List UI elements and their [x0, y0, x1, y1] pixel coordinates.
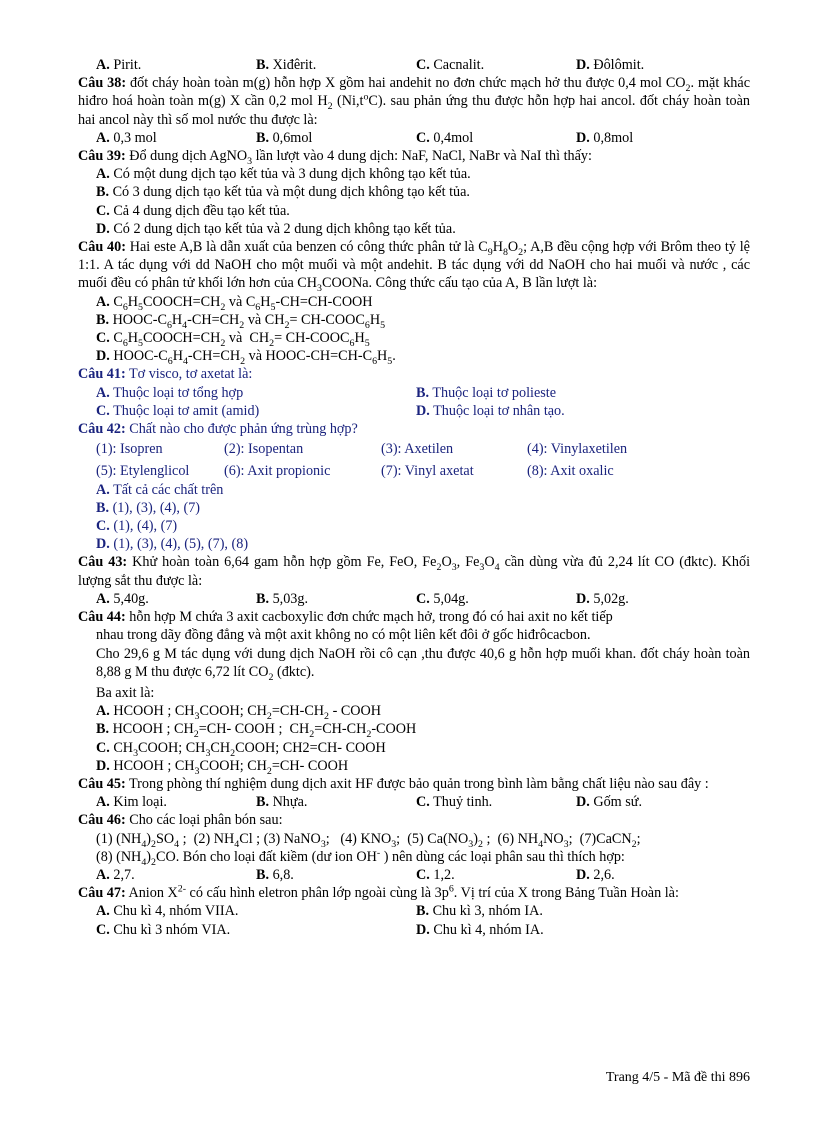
option-d: D. Có 2 dung dịch tạo kết tủa và 2 dung dịch không tạo kết tủa. — [96, 220, 456, 237]
option-d: D. 5,02g. — [576, 590, 629, 607]
item: (4): Vinylaxetilen — [527, 441, 628, 458]
options-row — [78, 384, 750, 402]
question-text: Câu 38: đốt cháy hoàn toàn m(g) hỗn hợp X gồm hai andehit no đơn chức mạch hở thu được 0,4 mol $CO_2$. mặt khác hiđro hoá hoàn toàn m(g) X cần 0,2 mol $H_2$ $(Ni,t^oC)$. sau phản ứng thu được hỗn hợp hai ancol. đốt cháy hoàn toàn hai ancol này thì số mol nước thu được là: — [78, 75, 750, 128]
option-b: B. HCOOH ; $CH_2=CH-$ COOH ; $CH_2=CH-CH_2$-COOH — [96, 721, 417, 741]
question-38 — [78, 74, 750, 147]
option-d: D. Thuộc loại tơ nhân tạo. — [416, 402, 565, 419]
items-row — [78, 462, 750, 480]
option-b: B. Thuộc loại tơ polieste — [416, 384, 557, 401]
option-c: C. 5,04g. — [416, 590, 469, 607]
question-text: Câu 45: Trong phòng thí nghiệm dung dịch axit HF được bảo quản trong bình làm bằng chất liệu nào sau đây : — [78, 775, 709, 792]
question-44 — [78, 608, 750, 775]
question-text-line: (8) $(NH_4)_2CO$. Bón cho loại đất kiềm (dư ion OH- ) nên dùng các loại phân sau thì thích hợp: — [96, 847, 625, 868]
option-d: D. 0,8mol — [576, 129, 634, 146]
option-a: A. 0,3 mol — [96, 129, 157, 146]
option-a: A. Có một dung dịch tạo kết tủa và 3 dung dịch không tạo kết tủa. — [96, 166, 471, 183]
option-d: D. Chu kì 4, nhóm IA. — [416, 921, 544, 938]
item: (7): Vinyl axetat — [381, 463, 474, 480]
option-d: D. HOOC-$C_6H_4-CH=CH_2$ và HOOC-$CH=CH-C_6H_5$. — [96, 348, 396, 368]
option-c: C. 1,2. — [416, 866, 455, 883]
question-text: Câu 39: Đổ dung dịch AgNO$_3$ lần lượt vào 4 dung dịch: NaF, NaCl, NaBr và NaI thì thấy: — [78, 148, 592, 167]
options-row — [78, 793, 750, 811]
option-b: B. 6,8. — [256, 866, 294, 883]
question-text: Câu 41: Tơ visco, tơ axetat là: — [78, 366, 253, 383]
options-row — [78, 866, 750, 884]
option-a: A. Thuộc loại tơ tổng hợp — [96, 384, 244, 401]
option-d: D. 2,6. — [576, 866, 615, 883]
options-row — [78, 902, 750, 920]
question-text: Câu 44: hỗn hợp M chứa 3 axit cacboxylic đơn chức mạch hở, trong đó có hai axit no kết tiếp — [78, 609, 613, 626]
option-a: A. HCOOH ; $CH_3COOH$; $CH_2=CH-CH_2$ - COOH — [96, 703, 382, 722]
question-text: Câu 40: Hai este A,B là dẫn xuất của benzen có công thức phân tử là $C_9H_8O_2$; A,B đều cộng hợp với Brôm theo tỷ lệ 1:1. A tác dụng với dd NaOH cho một muối và một andehit. B tác dụng với dd NaOH cho hai muối và nước , các muối đều có phân tử khối lớn hơn của $CH_3COONa$. Công thức cấu tạo của A, B lần lượt là: — [78, 239, 750, 295]
option-a: A. Pirit. — [96, 57, 142, 73]
question-47 — [78, 884, 750, 939]
item: (2): Isopentan — [224, 441, 304, 458]
option-c: C. $C_6H_5COOCH=CH_2$ và $CH_2=$ $CH-COOC_6H_5$ — [96, 330, 370, 349]
page-footer: Trang 4/5 - Mã đề thi 896 — [605, 1070, 750, 1085]
option-a: A. Kim loại. — [96, 794, 167, 811]
option-b: B. 5,03g. — [256, 590, 309, 607]
option-b: B. Xiđêrit. — [256, 57, 317, 73]
option-a: A. 2,7. — [96, 866, 135, 883]
option-c: C. Chu kì 3 nhóm VIA. — [96, 921, 231, 938]
option-c: C. Cả 4 dung dịch đều tạo kết tủa. — [96, 202, 290, 219]
exam-page — [78, 56, 750, 939]
options-row — [78, 56, 750, 74]
option-d: D. HCOOH ; $CH_3COOH$; $CH_2=CH-$ COOH — [96, 757, 349, 777]
option-b: B. HOOC-$C_6H_4-CH=CH_2$ và $CH_2=$ $CH-COOC_6H_5$ — [96, 311, 386, 331]
option-d: D. Đôlômit. — [576, 57, 645, 73]
question-text: Câu 43: Khử hoàn toàn 6,64 gam hỗn hợp gồm Fe, FeO, $Fe_2O_3$, $Fe_3O_4$ cần dùng vừa đủ 2,24 lít CO (đktc). Khối lượng sắt thu được là: — [78, 554, 751, 589]
option-a: A. 5,40g. — [96, 590, 149, 607]
question-text-line: nhau trong dãy đồng đẳng và một axit không no có một liên kết đôi ở gốc hiđrôcacbon. — [96, 627, 591, 644]
options-row — [78, 921, 750, 939]
item: (8): Axit oxalic — [527, 463, 614, 480]
option-a: A. Tất cả các chất trên — [96, 481, 224, 498]
option-c: C. $CH_3COOH$; $CH_3CH_2COOH$; CH2=CH- COOH — [96, 739, 386, 759]
question-text: Câu 47: Anion $X^{2-}$ có cấu hình eletron phân lớp ngoài cùng là $3p^6$. Vị trí của X trong Bảng Tuần Hoàn là: — [78, 883, 679, 902]
item: (3): Axetilen — [381, 441, 454, 458]
item: (5): Etylenglicol — [96, 463, 190, 480]
option-b: B. 0,6mol — [256, 129, 313, 146]
option-b: B. Chu kì 3, nhóm IA. — [416, 903, 543, 920]
option-b: B. (1), (3), (4), (7) — [96, 499, 201, 516]
item: (1): Isopren — [96, 441, 163, 458]
option-d: D. Gốm sứ. — [576, 794, 643, 811]
options-row — [78, 590, 750, 608]
question-46 — [78, 811, 750, 884]
option-c: C. 0,4mol — [416, 129, 474, 146]
option-c: C. Thuộc loại tơ amit (amid) — [96, 402, 260, 419]
option-d: D. (1), (3), (4), (5), (7), (8) — [96, 536, 249, 553]
question-text: Câu 42: Chất nào cho được phản ứng trùng hợp? — [78, 421, 358, 438]
item: (6): Axit propionic — [224, 463, 331, 480]
options-row — [78, 129, 750, 147]
option-b: B. Có 3 dung dịch tạo kết tủa và một dung dịch không tạo kết tủa. — [96, 184, 470, 201]
items-row — [78, 440, 750, 458]
question-37 — [78, 56, 750, 74]
question-text-line: Ba axit là: — [96, 684, 155, 701]
option-a: A. $C_6H_5COOCH=CH_2$ và $C_6H_5-CH=CH$-COOH — [96, 293, 373, 313]
option-a: A. Chu kì 4, nhóm VIIA. — [96, 903, 239, 920]
options-row — [78, 402, 750, 420]
question-text: Câu 46: Cho các loại phân bón sau: — [78, 812, 283, 829]
question-text-line: Cho 29,6 g M tác dụng với dung dịch NaOH rồi cô cạn ,thu được 40,6 g hỗn hợp muối khan. đốt cháy hoàn toàn 8,88 g M thu được 6,72 lít $CO_2$ (đktc). — [96, 645, 750, 683]
option-b: B. Nhựa. — [256, 794, 308, 811]
question-39 — [78, 147, 750, 238]
question-43 — [78, 553, 750, 608]
question-text-line: (1) $(NH_4)_2SO_4$ ; (2) $NH_4Cl$ ; (3) NaNO$_3$; (4) $KNO_3$; (5) $Ca(NO_3)_2$ ; (6) $NH_4NO_3$; (7)CaCN$_2$; — [96, 830, 641, 850]
option-c: C. Cacnalit. — [416, 57, 485, 73]
option-c: C. (1), (4), (7) — [96, 518, 178, 535]
option-c: C. Thuỷ tinh. — [416, 794, 493, 811]
question-41 — [78, 365, 750, 420]
question-40 — [78, 238, 750, 368]
question-42 — [78, 420, 750, 553]
question-45 — [78, 775, 750, 811]
